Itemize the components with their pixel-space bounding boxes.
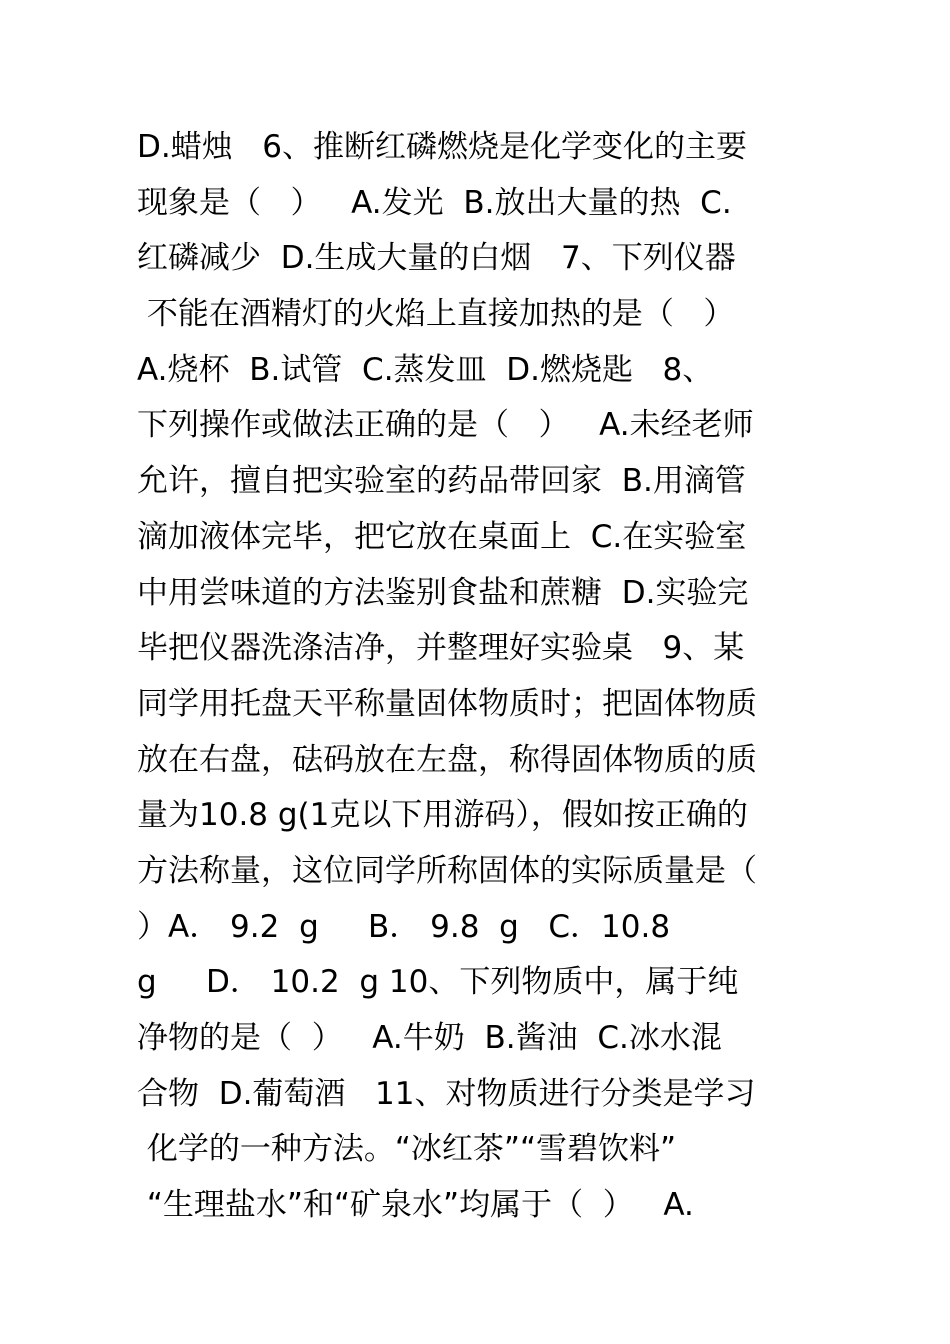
text-line: 方法称量，这位同学所称固体的实际质量是（ <box>137 852 757 889</box>
text-line: g D． 10.2 g 10、下列物质中，属于纯 <box>137 964 739 1001</box>
text-line: D.蜡烛 6、推断红磷燃烧是化学变化的主要 <box>137 129 748 165</box>
text-line: 允许，擅自把实验室的药品带回家 B.用滴管 <box>137 463 746 500</box>
text-line: ）A． 9.2 g B． 9.8 g C．10.8 <box>137 908 671 945</box>
text-line: 净物的是（ ） A.牛奶 B.酱油 C.冰水混 <box>137 1020 722 1056</box>
text-line: 红磷减少 D.生成大量的白烟 7、下列仪器 <box>137 240 736 277</box>
text-line: 不能在酒精灯的火焰上直接加热的是（ ） <box>137 296 735 333</box>
text-line: 量为10.8 g(1克以下用游码），假如按正确的 <box>137 797 748 834</box>
text-line: 放在右盘，砝码放在左盘，称得固体物质的质 <box>137 741 757 778</box>
question-text-block <box>137 120 817 1234</box>
text-line: 合物 D.葡萄酒 11、对物质进行分类是学习 <box>137 1075 756 1112</box>
text-line: 下列操作或做法正确的是（ ） A.未经老师 <box>137 407 754 444</box>
text-line: 滴加液体完毕，把它放在桌面上 C.在实验室 <box>137 518 747 555</box>
text-line: “生理盐水”和“矿泉水”均属于（ ） A. <box>137 1187 694 1224</box>
text-line: 化学的一种方法。“冰红茶”“雪碧饮料” <box>137 1131 677 1168</box>
text-line: 毕把仪器洗涤洁净，并整理好实验桌 9、某 <box>137 630 745 667</box>
text-line: 同学用托盘天平称量固体物质时；把固体物质 <box>137 685 757 722</box>
text-line: 中用尝味道的方法鉴别食盐和蔗糖 D.实验完 <box>137 574 749 611</box>
text-line: 现象是（ ） A.发光 B.放出大量的热 C. <box>137 184 732 221</box>
text-line: A.烧杯 B.试管 C.蒸发皿 D.燃烧匙 8、 <box>137 351 714 388</box>
